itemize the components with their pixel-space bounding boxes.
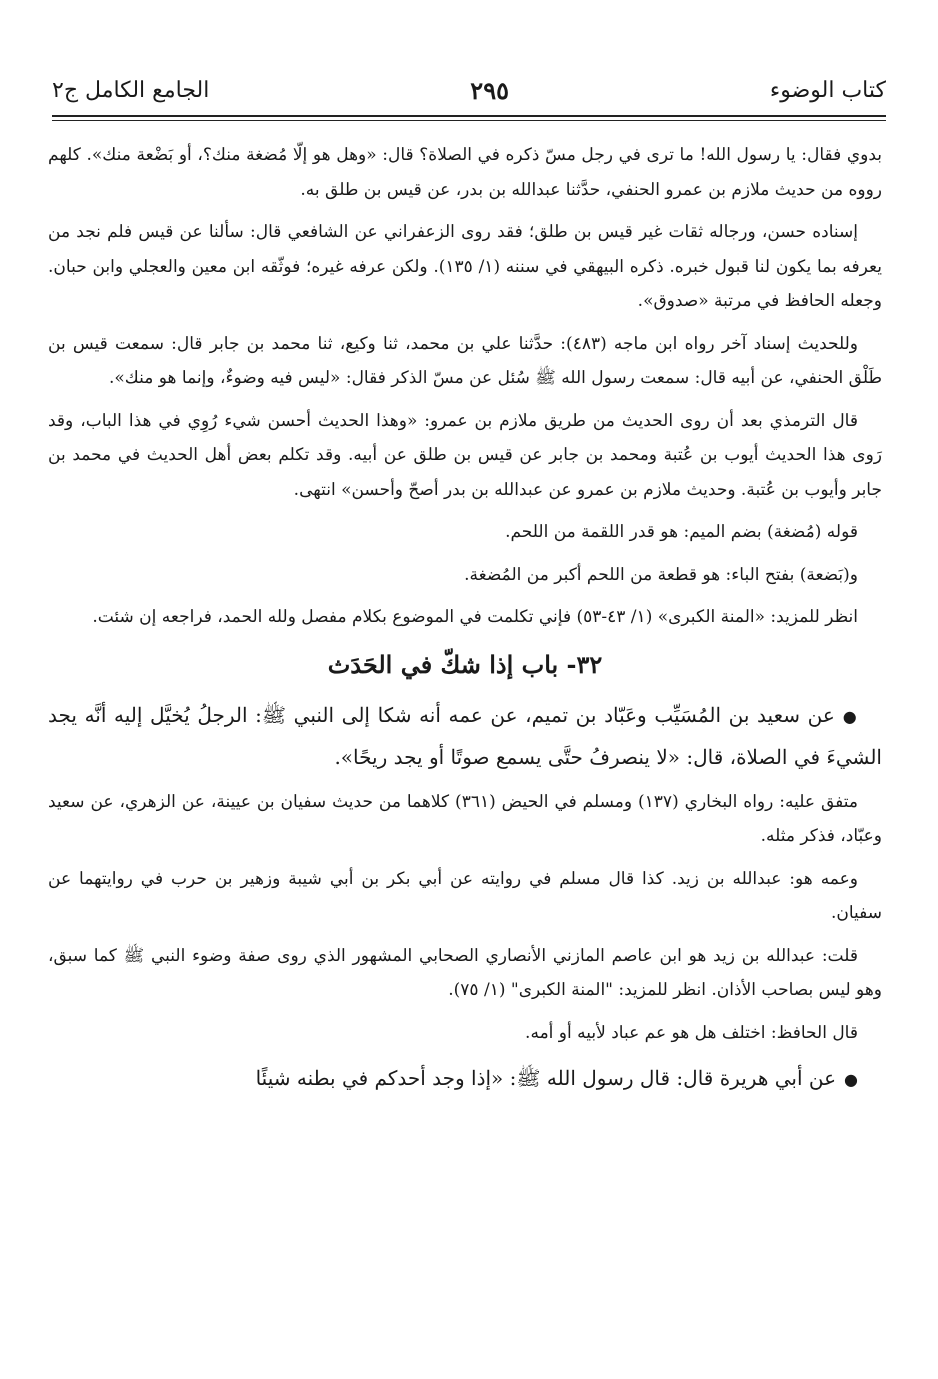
paragraph-ibn-majah: وللحديث إسناد آخر رواه ابن ماجه (٤٨٣): حدَّثنا علي بن محمد، ثنا وكيع، ثنا محمد بن جابر قال: سمعت قيس بن طَلْق الحنفي، عن أبيه قال: سمعت رسول الله ﷺ سُئل عن مسّ الذكر فقال: «ليس فيه وضوءٌ، وإنما هو منك».: [48, 333, 882, 388]
hadith-text: [48, 695, 882, 777]
paragraph-tirmidhi: قال الترمذي بعد أن روى الحديث من طريق ملازم بن عمرو: «وهذا الحديث أحسن شيء رُوِي في هذا الباب، وقد رَوى هذا الحديث أيوب بن عُتبة ومحمد بن جابر عن قيس بن طلق عن أبيه. وقد تكلم بعض أهل الحديث في محمد بن جابر وأيوب بن عُتبة. وحديث ملازم بن عمرو عن عبدالله بن بدر أصحّ وأحسن» انتهى.: [48, 410, 882, 500]
page-number: ٢٩٥: [470, 75, 509, 105]
hadith-body: عن سعيد بن المُسَيِّب وعَبّاد بن تميم، عن عمه أنه شكا إلى النبي ﷺ: الرجلُ يُخيَّل إليه أنَّه يجد الشيءَ في الصلاة، قال: «لا ينصرفُ حتَّى يسمع صوتًا أو يجد ريحًا».: [48, 702, 882, 769]
book-volume-title: الجامع الكامل ج٢: [52, 77, 210, 103]
bullet-icon: ●: [842, 706, 858, 726]
header-rule-thin: [52, 120, 886, 121]
paragraph-reference: انظر للمزيد: «المنة الكبرى» (١/ ٤٣-٥٣) فإني تكلمت في الموضوع بكلام مفصل ولله الحمد، فراجعه إن شئت.: [92, 607, 858, 627]
hadith-text-2: [48, 1058, 882, 1100]
chapter-heading: ٣٢- باب إذا شكّ في الحَدَث: [327, 649, 603, 679]
paragraph-author-note: قلت: عبدالله بن زيد هو ابن عاصم المازني الأنصاري الصحابي المشهور الذي روى صفة وضوء النبي ﷺ كما سبق، وهو ليس بصاحب الأذان. انظر للمزيد: "المنة الكبرى" (١/ ٧٥).: [48, 945, 882, 1000]
page-body: [48, 132, 882, 1379]
paragraph-badaa-definition: و(بَضعة) بفتح الباء: هو قطعة من اللحم أكبر من المُضغة.: [464, 564, 858, 585]
header-rule-thick: [52, 115, 886, 117]
paragraph-hafiz-note: قال الحافظ: اختلف هل هو عم عباد لأبيه أو أمه.: [525, 1022, 858, 1043]
paragraph-uncle-note: وعمه هو: عبدالله بن زيد. كذا قال مسلم في روايته عن أبي بكر بن أبي شيبة وزهير بن حرب في روايتهما عن سفيان.: [48, 868, 882, 923]
hadith-body-2: عن أبي هريرة قال: قال رسول الله ﷺ: «إذا وجد أحدكم في بطنه شيئًا: [255, 1066, 837, 1090]
page-header: [52, 70, 886, 110]
bullet-icon: ●: [844, 1070, 858, 1089]
paragraph-continuation: بدوي فقال: يا رسول الله! ما ترى في رجل مسّ ذكره في الصلاة؟ قال: «وهل هو إلّا مُضغة منك؟، أو بَضْعة منك». كلهم رووه من حديث ملازم بن عمرو الحنفي، حدَّثنا عبدالله بن بدر، عن قيس بن طلق به.: [48, 145, 882, 200]
paragraph-takhrij: متفق عليه: رواه البخاري (١٣٧) ومسلم في الحيض (٣٦١) كلاهما من حديث سفيان بن عيينة، عن الزهري، عن سعيد وعبّاد، فذكر مثله.: [48, 791, 882, 846]
chapter-title: كتاب الوضوء: [769, 77, 886, 103]
paragraph-isnad-grading: إسناده حسن، ورجاله ثقات غير قيس بن طلق؛ فقد روى الزعفراني عن الشافعي قال: سألنا عن قيس فلم نجد من يعرفه بما يكون لنا قبول خبره. ذكره البيهقي في سننه (١/ ١٣٥). ولكن عرفه غيره؛ فوثّقه ابن معين والعجلي وابن حبان. وجعله الحافظ في مرتبة «صدوق».: [48, 222, 882, 311]
paragraph-mudgha-definition: قوله (مُضغة) بضم الميم: هو قدر اللقمة من اللحم.: [505, 522, 858, 542]
